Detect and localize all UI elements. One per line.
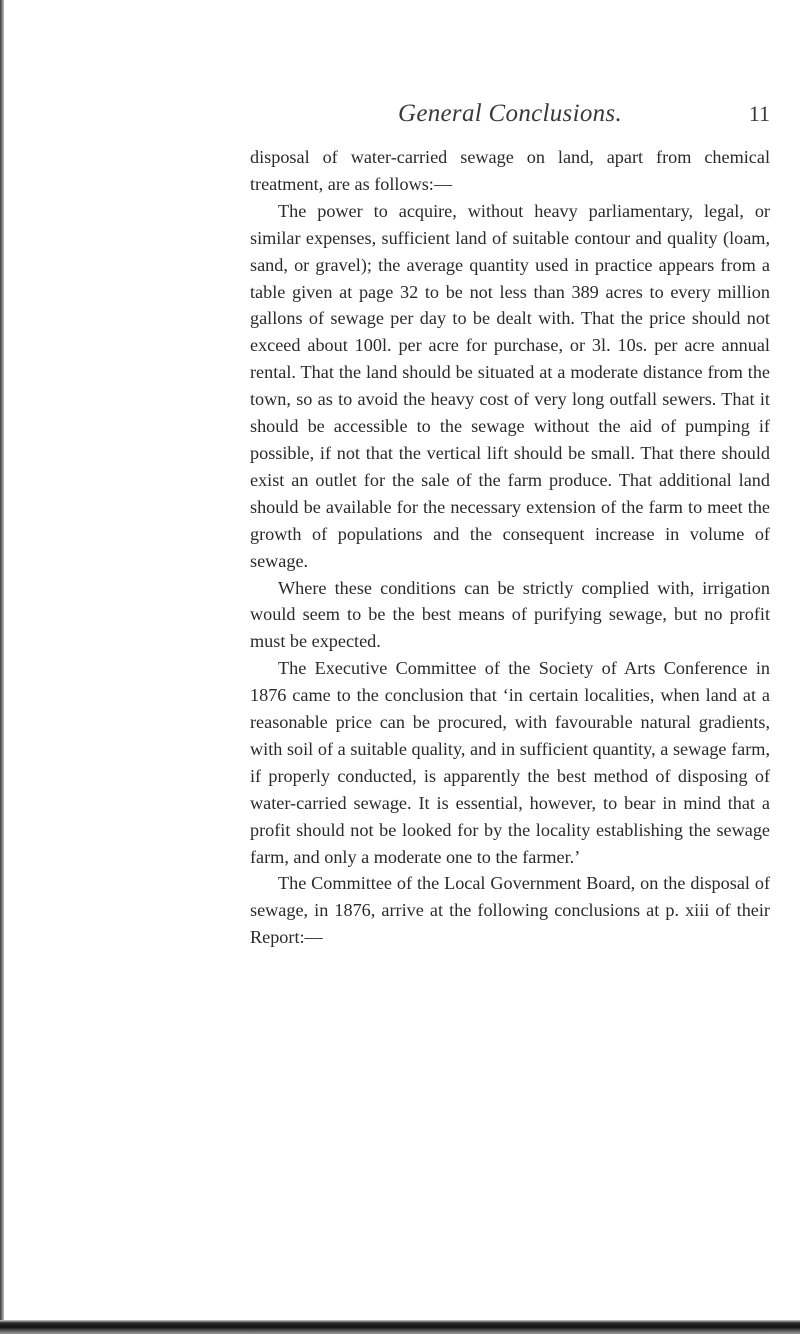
page-left-edge-shadow — [0, 0, 4, 1334]
running-title: General Conclusions. — [397, 100, 623, 127]
running-head — [250, 100, 770, 130]
paragraph-local-government-board: The Committee of the Local Government Board, on the disposal of sewage, in 1876, arrive at the following conclusions at p. xiii of their Report:— — [250, 873, 770, 948]
paragraph-continuation: disposal of water-carried sewage on land, apart from chemical treatment, are as follows:— — [250, 147, 770, 194]
paragraph-conditions: The power to acquire, without heavy parliamentary, legal, or similar expenses, sufficient land of suitable contour and quality (loam, sand, or gravel); the average quantity used in practice appears from a table given at page 32 to be not less than 389 acres to every million gallons of sewage per day to be dealt with. That the price should not exceed about 100l. per acre for purchase, or 3l. 10s. per acre annual rental. That the land should be situated at a moderate distance from the town, so as to avoid the heavy cost of very long outfall sewers. That it should be accessible to the sewage without the aid of pumping if possible, if not that the vertical lift should be small. That there should exist an outlet for the sale of the farm produce. That additional land should be available for the necessary extension of the farm to meet the growth of populations and the consequent increase in volume of sewage. — [250, 200, 770, 571]
body-text — [250, 144, 770, 951]
paragraph-irrigation: Where these conditions can be strictly complied with, irrigation would seem to be the best means of purifying sewage, but no profit must be expected. — [250, 577, 770, 652]
page-bottom-edge-shadow — [0, 1320, 800, 1334]
paragraph-society-of-arts: The Executive Committee of the Society of Arts Conference in 1876 came to the conclusion that ‘in certain localities, when land at a reasonable price can be procured, with favourable natural gradients, with soil of a suitable quality, and in sufficient quantity, a sewage farm, if properly conducted, is apparently the best method of disposing of water-carried sewage. It is essential, however, to bear in mind that a profit should not be looked for by the locality establishing the sewage farm, and only a moderate one to the farmer.’ — [250, 658, 770, 867]
page-number: 11 — [748, 101, 770, 126]
